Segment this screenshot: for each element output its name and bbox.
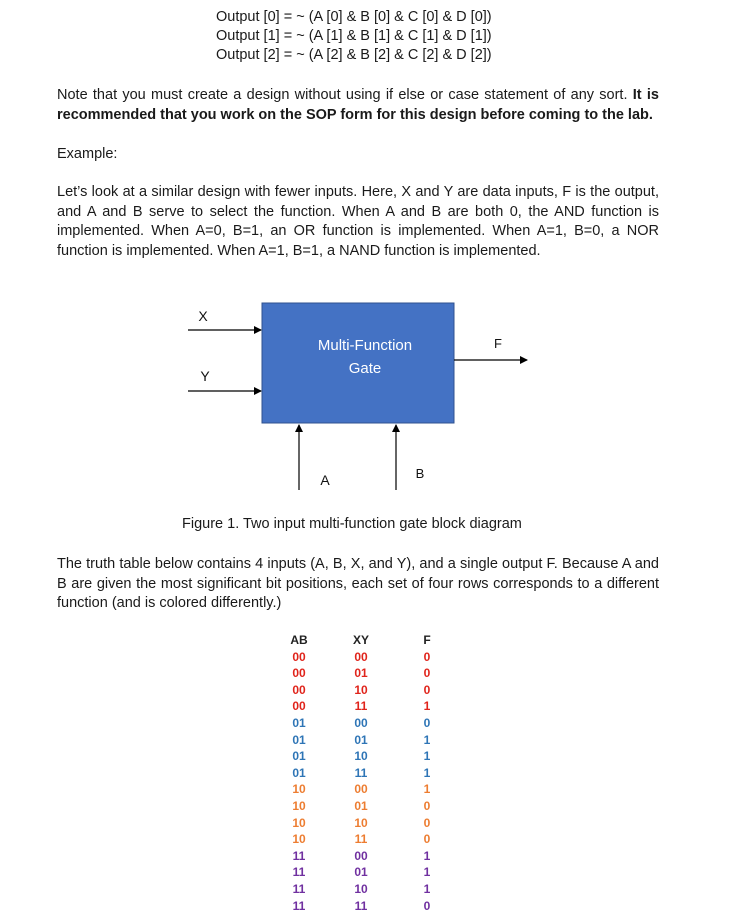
truth-intro-line-2: B are given the most significant bit positions, each set of four rows corresponds to a different	[57, 575, 659, 592]
cell-f: 1	[423, 782, 431, 797]
cell-xy: 00	[354, 782, 368, 797]
cell-xy: 11	[354, 765, 368, 780]
cell-f: 1	[423, 749, 431, 764]
cell-ab: 01	[292, 715, 306, 730]
input-x-label: X	[198, 308, 208, 324]
cell-f: 0	[423, 682, 431, 697]
table-row	[283, 815, 447, 832]
table-row	[283, 649, 447, 666]
cell-ab: 10	[292, 798, 306, 813]
example-label: Example:	[57, 146, 118, 162]
cell-xy: 11	[354, 898, 368, 913]
cell-ab: 00	[292, 699, 306, 714]
block-diagram	[0, 290, 740, 500]
cell-f: 1	[423, 865, 431, 880]
gate-label-line1: Multi-Function	[317, 337, 413, 354]
cell-xy: 11	[354, 699, 368, 714]
table-row	[283, 898, 447, 915]
cell-xy: 10	[354, 749, 368, 764]
cell-ab: 11	[292, 865, 306, 880]
cell-f: 1	[423, 848, 431, 863]
table-row	[283, 798, 447, 815]
cell-f: 1	[423, 699, 431, 714]
cell-ab: 01	[292, 732, 306, 747]
table-row	[283, 665, 447, 682]
gate-label-line2: Gate	[348, 360, 382, 377]
cell-f: 1	[423, 765, 431, 780]
table-row	[283, 781, 447, 798]
cell-f: 0	[423, 649, 431, 664]
cell-xy: 10	[354, 815, 368, 830]
truth-table	[283, 632, 447, 914]
cell-f: 0	[423, 715, 431, 730]
table-row	[283, 831, 447, 848]
cell-f: 0	[423, 798, 431, 813]
cell-xy: 01	[354, 865, 368, 880]
equation-output-1: Output [1] = ~ (A [1] & B [1] & C [1] & D [1])	[216, 28, 492, 44]
cell-xy: 01	[354, 732, 368, 747]
truth-table-body	[283, 649, 447, 915]
truth-intro-line-3: function (and is colored differently.)	[57, 595, 282, 611]
cell-xy: 00	[354, 649, 368, 664]
header-xy: XY	[352, 633, 369, 647]
cell-ab: 11	[292, 881, 306, 896]
cell-xy: 10	[354, 881, 368, 896]
cell-f: 0	[423, 898, 431, 913]
figure-caption: Figure 1. Two input multi-function gate block diagram	[182, 516, 522, 532]
cell-ab: 11	[292, 898, 306, 913]
equation-output-2: Output [2] = ~ (A [2] & B [2] & C [2] & D [2])	[216, 47, 492, 63]
cell-xy: 00	[354, 848, 368, 863]
cell-ab: 10	[292, 782, 306, 797]
example-line-1: Let’s look at a similar design with fewer inputs. Here, X and Y are data inputs, F is the output,	[57, 184, 659, 200]
table-row	[283, 864, 447, 881]
input-y-label: Y	[200, 368, 210, 384]
example-paragraph	[57, 183, 659, 261]
select-b-label: B	[415, 466, 425, 481]
truth-table-intro	[57, 555, 659, 614]
table-row	[283, 848, 447, 865]
cell-ab: 10	[292, 832, 306, 847]
equation-output-0: Output [0] = ~ (A [0] & B [0] & C [0] & D [0])	[216, 9, 492, 25]
cell-ab: 11	[292, 848, 306, 863]
table-row	[283, 715, 447, 732]
header-ab: AB	[290, 633, 308, 647]
cell-ab: 00	[292, 649, 306, 664]
cell-f: 1	[423, 732, 431, 747]
cell-f: 0	[423, 832, 431, 847]
table-row	[283, 881, 447, 898]
table-row	[283, 732, 447, 749]
cell-xy: 10	[354, 682, 368, 697]
table-row	[283, 698, 447, 715]
note-bold-text: It is recommended that you work on the SOP form for this design before coming to the lab.	[57, 87, 659, 123]
cell-f: 1	[423, 881, 431, 896]
cell-xy: 11	[354, 832, 368, 847]
cell-xy: 00	[354, 715, 368, 730]
note-text: Note that you must create a design without using if else or case statement of any sort.	[57, 87, 633, 103]
cell-xy: 01	[354, 798, 368, 813]
output-f-label: F	[494, 336, 502, 351]
truth-intro-line-1: The truth table below contains 4 inputs (A, B, X, and Y), and a single output F. Because A and	[57, 556, 659, 572]
example-line-3: implemented. When A=0, B=1, an OR function is implemented. When A=1, B=0, a NOR	[57, 223, 659, 239]
cell-ab: 00	[292, 666, 306, 681]
cell-ab: 10	[292, 815, 306, 830]
cell-xy: 01	[354, 666, 368, 681]
note-paragraph	[57, 86, 659, 125]
cell-ab: 00	[292, 682, 306, 697]
truth-table-header	[283, 632, 447, 649]
table-row	[283, 765, 447, 782]
cell-ab: 01	[292, 765, 306, 780]
cell-f: 0	[423, 666, 431, 681]
table-row	[283, 682, 447, 699]
example-line-4: function is implemented. When A=1, B=1, a NAND function is implemented.	[57, 242, 541, 259]
cell-ab: 01	[292, 749, 306, 764]
table-row	[283, 748, 447, 765]
header-f: F	[423, 633, 431, 647]
select-a-label: A	[320, 472, 330, 488]
cell-f: 0	[423, 815, 431, 830]
example-line-2: and A and B serve to select the function. When A and B are both 0, the AND function is	[57, 203, 659, 220]
